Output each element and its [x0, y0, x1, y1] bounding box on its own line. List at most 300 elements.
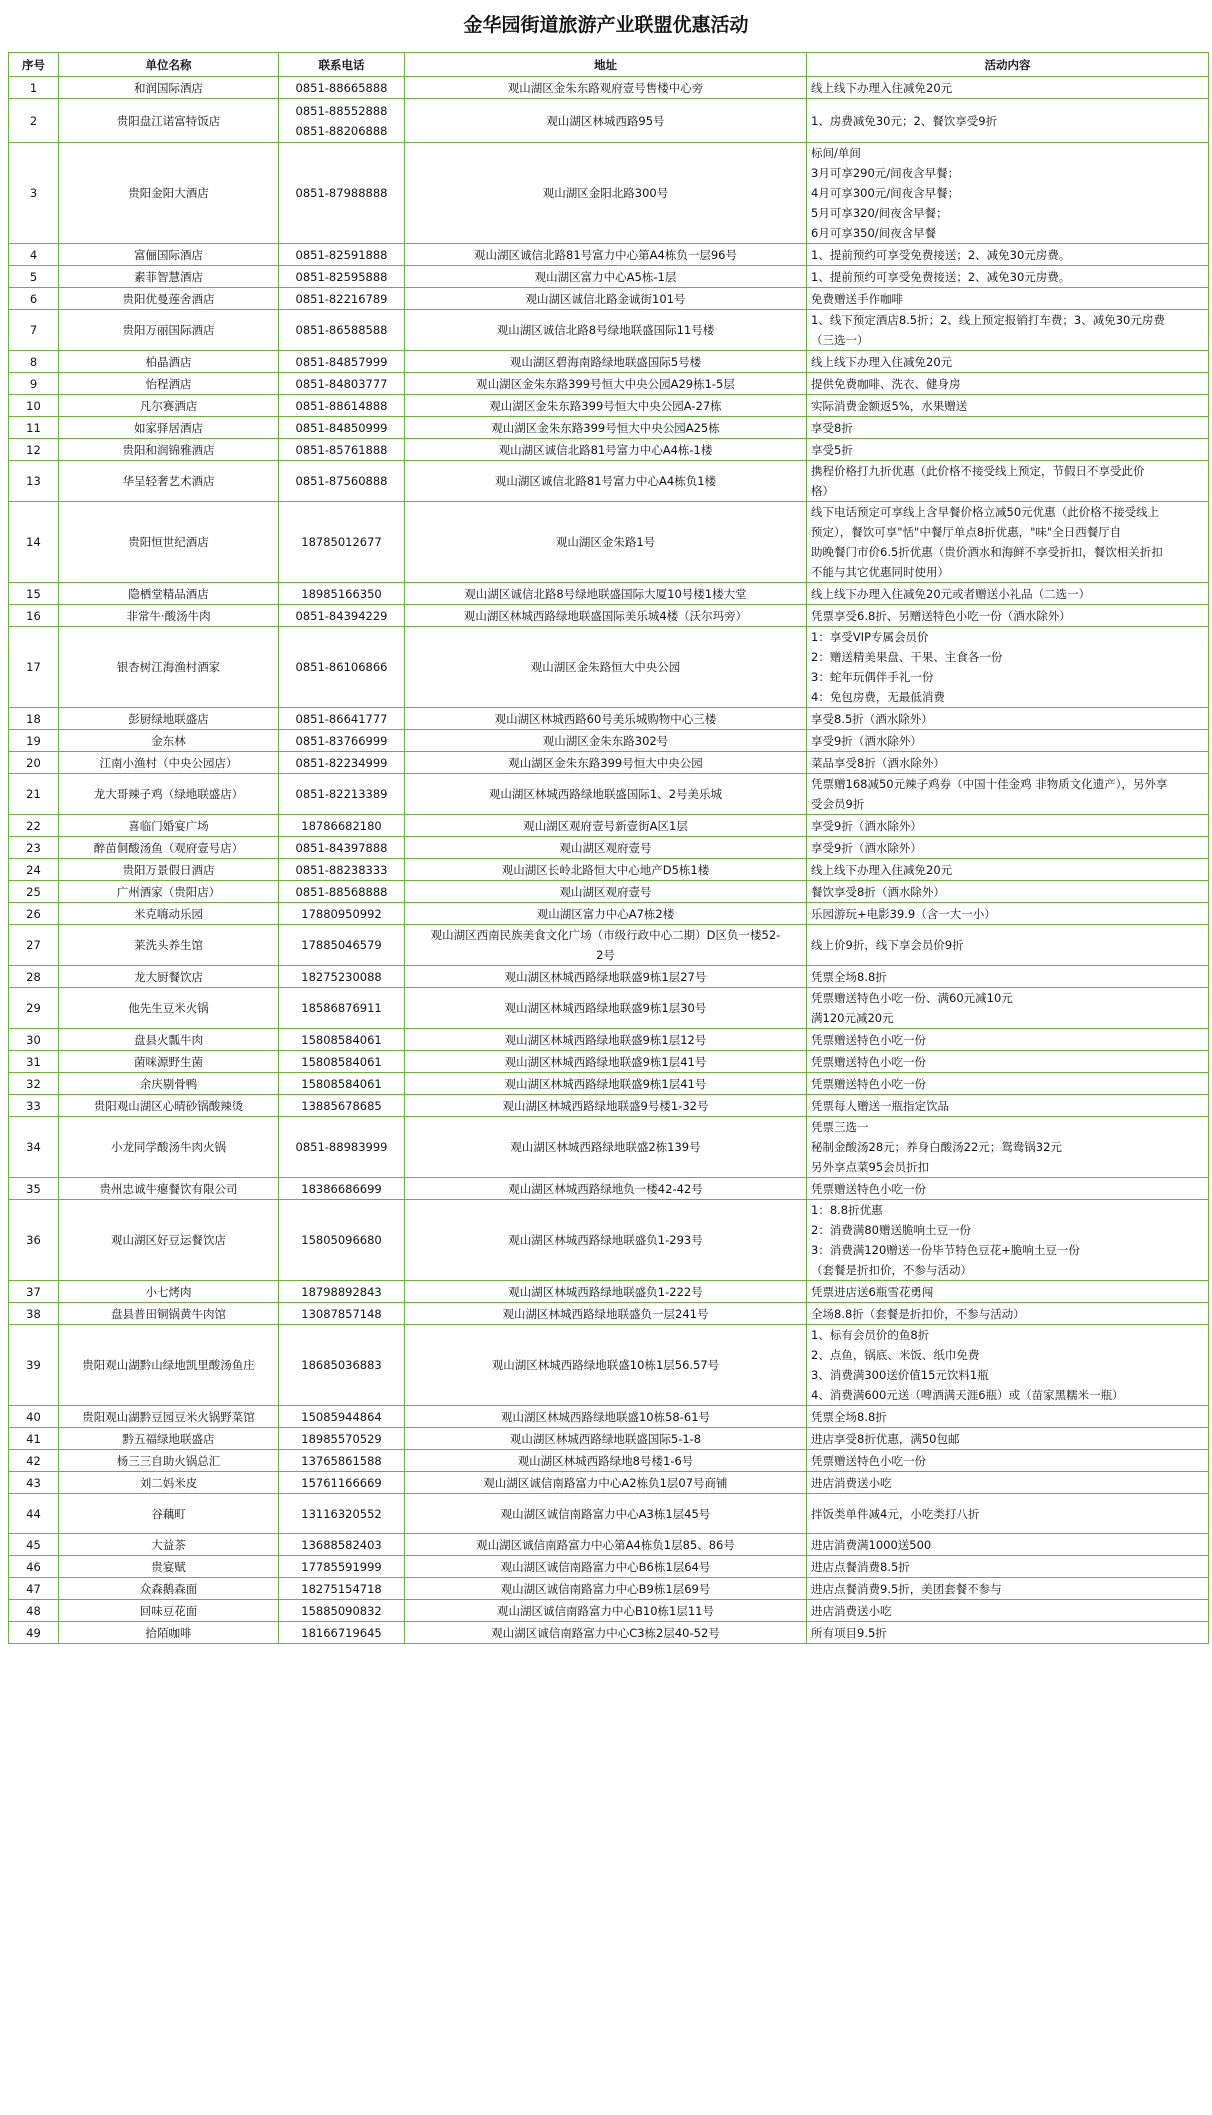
activity-line: 凭票赠送特色小吃一份 [811, 1181, 926, 1196]
cell-address [405, 1095, 807, 1117]
phone-line: 18785012677 [301, 535, 382, 549]
cell-phone [279, 266, 405, 288]
cell-name: 小七烤肉 [59, 1281, 279, 1303]
address-line: 观山湖区金朱东路399号恒大中央公园A-27栋 [489, 398, 722, 413]
cell-address [405, 583, 807, 605]
cell-no: 2 [9, 99, 59, 143]
activity-line: 满120元减20元 [811, 1011, 894, 1025]
cell-phone [279, 708, 405, 730]
cell-address [405, 859, 807, 881]
table-row [9, 373, 1209, 395]
cell-phone [279, 774, 405, 815]
cell-no: 40 [9, 1406, 59, 1428]
cell-name: 谷藕町 [59, 1494, 279, 1534]
phone-line: 15085944864 [301, 1409, 382, 1424]
phone-line: 0851-82213389 [295, 787, 388, 801]
cell-phone [279, 1117, 405, 1178]
table-row [9, 627, 1209, 708]
address-line: 观山湖区诚信北路81号富力中心第A4栋负一层96号 [474, 247, 737, 262]
cell-phone [279, 1178, 405, 1200]
cell-name: 如家驿居酒店 [59, 417, 279, 439]
cell-activity [807, 752, 1209, 774]
phone-line: 0851-87988888 [295, 186, 388, 200]
activity-line: 免费赠送手作咖啡 [811, 291, 903, 306]
phone-line: 18685036883 [301, 1358, 382, 1372]
cell-phone [279, 1622, 405, 1644]
address-line: 观山湖区林城西路绿地联盛2栋139号 [510, 1140, 701, 1154]
address-line: 观山湖区林城西路绿地联盛10栋58-61号 [500, 1409, 711, 1424]
cell-phone [279, 1578, 405, 1600]
cell-phone [279, 903, 405, 925]
cell-activity [807, 627, 1209, 708]
cell-name: 贵阳观山湖黔豆园豆米火锅野菜馆 [59, 1406, 279, 1428]
cell-address [405, 502, 807, 583]
cell-name: 贵宴赋 [59, 1556, 279, 1578]
cell-activity [807, 925, 1209, 966]
cell-phone [279, 143, 405, 244]
cell-no: 22 [9, 815, 59, 837]
table-row [9, 837, 1209, 859]
cell-activity [807, 583, 1209, 605]
phone-line: 0851-88665888 [295, 80, 388, 95]
table-row [9, 925, 1209, 966]
cell-activity [807, 1117, 1209, 1178]
cell-name: 龙大哥辣子鸡（绿地联盛店） [59, 774, 279, 815]
activity-line: 线上线下办理入住减免20元或者赠送小礼品（二选一） [811, 586, 1091, 601]
activity-line: 进店点餐消费9.5折，美团套餐不参与 [811, 1581, 1002, 1596]
activity-line: 享受5折 [811, 442, 853, 457]
cell-name: 素菲智慧酒店 [59, 266, 279, 288]
address-line: 观山湖区林城西路绿地联盛9号楼1-32号 [502, 1098, 709, 1113]
cell-no: 34 [9, 1117, 59, 1178]
cell-name: 华呈轻奢艺术酒店 [59, 461, 279, 502]
cell-name: 广州酒家（贵阳店） [59, 881, 279, 903]
table-row [9, 1578, 1209, 1600]
phone-line: 0851-86106866 [295, 660, 388, 674]
cell-activity [807, 1622, 1209, 1644]
phone-line: 0851-86588588 [295, 323, 388, 337]
activity-line: 凭票赠送特色小吃一份 [811, 1054, 926, 1069]
phone-line: 0851-86641777 [295, 711, 388, 726]
address-line: 观山湖区金朱东路观府壹号售楼中心旁 [507, 80, 704, 95]
phone-line: 18275230088 [301, 969, 382, 984]
cell-no: 46 [9, 1556, 59, 1578]
cell-name: 贵阳恒世纪酒店 [59, 502, 279, 583]
activity-line: 进店点餐消费8.5折 [811, 1559, 910, 1574]
cell-address [405, 244, 807, 266]
cell-name: 刘二妈米皮 [59, 1472, 279, 1494]
cell-no: 14 [9, 502, 59, 583]
address-line: 观山湖区西南民族美食文化广场（市级行政中心二期）D区负一楼52- [430, 928, 781, 942]
table-row [9, 1428, 1209, 1450]
cell-name: 拾陌咖啡 [59, 1622, 279, 1644]
table-row [9, 1534, 1209, 1556]
address-line: 观山湖区林城西路绿地联盛9栋1层27号 [504, 969, 707, 984]
cell-no: 19 [9, 730, 59, 752]
cell-activity [807, 1428, 1209, 1450]
cell-phone [279, 966, 405, 988]
phone-line: 17885046579 [301, 938, 382, 952]
cell-address [405, 627, 807, 708]
cell-address [405, 837, 807, 859]
cell-address [405, 1281, 807, 1303]
cell-name: 大益茶 [59, 1534, 279, 1556]
table-row [9, 605, 1209, 627]
activity-line: 格） [811, 484, 834, 498]
activity-line: 3：消费满120赠送一份毕节特色豆花+脆响土豆一份 [811, 1243, 1080, 1257]
address-line: 观山湖区林城西路绿地联盛10栋1层56.57号 [491, 1358, 720, 1372]
table-row [9, 1117, 1209, 1178]
cell-phone [279, 605, 405, 627]
table-row [9, 1556, 1209, 1578]
address-line: 观山湖区金朱东路302号 [542, 733, 669, 748]
cell-address [405, 1200, 807, 1281]
address-line: 观山湖区金朱路1号 [555, 535, 656, 549]
cell-address [405, 774, 807, 815]
cell-phone [279, 502, 405, 583]
cell-activity [807, 815, 1209, 837]
cell-activity [807, 774, 1209, 815]
address-line: 观山湖区金朱东路399号恒大中央公园A29栋1-5层 [476, 376, 735, 391]
cell-name: 贵阳万景假日酒店 [59, 859, 279, 881]
cell-activity [807, 1051, 1209, 1073]
phone-line: 15808584061 [301, 1076, 382, 1091]
phone-line: 18166719645 [301, 1625, 382, 1640]
cell-activity [807, 605, 1209, 627]
phone-line: 15808584061 [301, 1032, 382, 1047]
cell-phone [279, 1095, 405, 1117]
cell-no: 30 [9, 1029, 59, 1051]
activity-line: 菜品享受8折（酒水除外） [811, 755, 945, 770]
cell-phone [279, 1406, 405, 1428]
cell-address [405, 708, 807, 730]
cell-activity [807, 143, 1209, 244]
activity-line: 1、房费减免30元；2、餐饮享受9折 [811, 113, 998, 128]
activity-line: 所有项目9.5折 [811, 1625, 887, 1640]
cell-address [405, 1073, 807, 1095]
cell-address [405, 1450, 807, 1472]
cell-address [405, 1428, 807, 1450]
phone-line: 0851-88238333 [295, 862, 388, 877]
cell-no: 27 [9, 925, 59, 966]
activity-line: 4：免包房费，无最低消费 [811, 690, 945, 704]
phone-line: 17785591999 [301, 1559, 382, 1574]
cell-no: 47 [9, 1578, 59, 1600]
cell-address [405, 925, 807, 966]
table-row [9, 988, 1209, 1029]
cell-phone [279, 77, 405, 99]
table-header-row [9, 53, 1209, 77]
cell-address [405, 815, 807, 837]
table-row [9, 417, 1209, 439]
cell-no: 49 [9, 1622, 59, 1644]
cell-address [405, 1556, 807, 1578]
promotion-table [8, 52, 1209, 1644]
address-line: 观山湖区林城西路绿地联盛9栋1层30号 [504, 1001, 707, 1015]
activity-line: 4、消费满600元送（啤酒满天涯6瓶）或（苗家黑糯米一瓶） [811, 1388, 1124, 1402]
address-line: 观山湖区诚信北路81号富力中心A4栋-1楼 [498, 442, 713, 457]
cell-name: 余庆剔骨鸭 [59, 1073, 279, 1095]
table-row [9, 1029, 1209, 1051]
cell-no: 10 [9, 395, 59, 417]
cell-address [405, 288, 807, 310]
activity-line: 1、标有会员价的鱼8折 [811, 1328, 930, 1342]
table-row [9, 143, 1209, 244]
activity-line: 2：赠送精美果盘、干果、主食各一份 [811, 650, 1003, 664]
activity-line: 4月可享300元/间夜含早餐； [811, 186, 960, 200]
cell-phone [279, 439, 405, 461]
activity-line: 另外享点菜95会员折扣 [811, 1160, 930, 1174]
phone-line: 0851-84857999 [295, 354, 388, 369]
activity-line: 进店消费送小吃 [811, 1475, 892, 1490]
cell-activity [807, 99, 1209, 143]
cell-activity [807, 1325, 1209, 1406]
header-no: 序号 [9, 53, 59, 77]
activity-line: 享受8折 [811, 420, 853, 435]
cell-name: 回味豆花面 [59, 1600, 279, 1622]
cell-address [405, 966, 807, 988]
address-line: 观山湖区诚信北路8号绿地联盛国际11号楼 [496, 323, 715, 337]
table-row [9, 1281, 1209, 1303]
cell-activity [807, 502, 1209, 583]
phone-line: 13885678685 [301, 1098, 382, 1113]
address-line: 观山湖区林城西路绿地联盛负1-293号 [508, 1233, 703, 1247]
cell-address [405, 1578, 807, 1600]
table-row [9, 774, 1209, 815]
cell-address [405, 1600, 807, 1622]
address-line: 观山湖区诚信南路富力中心B6栋1层64号 [500, 1559, 711, 1574]
cell-no: 41 [9, 1428, 59, 1450]
address-line: 观山湖区诚信南路富力中心第A4栋负1层85、86号 [476, 1537, 735, 1552]
address-line: 观山湖区林城西路绿地负一楼42-42号 [508, 1181, 703, 1196]
cell-address [405, 351, 807, 373]
cell-no: 42 [9, 1450, 59, 1472]
cell-phone [279, 1600, 405, 1622]
cell-name: 柏晶酒店 [59, 351, 279, 373]
activity-line: 线上线下办理入住减免20元 [811, 80, 953, 95]
table-row [9, 288, 1209, 310]
phone-line: 0851-87560888 [295, 474, 388, 488]
cell-name: 贵阳盘江诺富特饭店 [59, 99, 279, 143]
cell-activity [807, 1200, 1209, 1281]
cell-name: 贵阳观山湖区心晴砂锅酸辣烫 [59, 1095, 279, 1117]
cell-address [405, 1178, 807, 1200]
address-line: 观山湖区观府壹号 [559, 884, 652, 899]
table-row [9, 351, 1209, 373]
address-line: 观山湖区林城西路绿地联盛9栋1层41号 [504, 1054, 707, 1069]
cell-activity [807, 373, 1209, 395]
activity-line: 凭票进店送6瓶雪花勇闯 [811, 1284, 934, 1299]
phone-line: 0851-82216789 [295, 291, 388, 306]
activity-line: 预定），餐饮可享"恬"中餐厅单点8折优惠，"味"全日西餐厅自 [811, 525, 1122, 539]
address-line: 观山湖区林城西路95号 [546, 113, 665, 128]
address-line: 观山湖区金阳北路300号 [542, 186, 669, 200]
activity-line: 享受9折（酒水除外） [811, 733, 922, 748]
activity-line: 2：消费满80赠送脆响土豆一份 [811, 1223, 971, 1237]
cell-no: 13 [9, 461, 59, 502]
header-address: 地址 [405, 53, 807, 77]
activity-line: 1、提前预约可享受免费接送；2、减免30元房费。 [811, 247, 1071, 262]
cell-address [405, 461, 807, 502]
page-title: 金华园街道旅游产业联盟优惠活动 [463, 14, 749, 36]
cell-phone [279, 351, 405, 373]
address-line: 观山湖区观府壹号 [559, 840, 652, 855]
cell-no: 33 [9, 1095, 59, 1117]
cell-no: 31 [9, 1051, 59, 1073]
address-line: 2号 [596, 948, 615, 962]
cell-address [405, 99, 807, 143]
cell-phone [279, 837, 405, 859]
cell-address [405, 881, 807, 903]
cell-phone [279, 859, 405, 881]
address-line: 观山湖区林城西路60号美乐城购物中心三楼 [494, 711, 717, 726]
cell-activity [807, 1494, 1209, 1534]
address-line: 观山湖区诚信南路富力中心B10栋1层11号 [497, 1603, 714, 1618]
cell-address [405, 1325, 807, 1406]
cell-phone [279, 1428, 405, 1450]
cell-name: 江南小渔村（中央公园店） [59, 752, 279, 774]
activity-line: 1、提前预约可享受免费接送；2、减免30元房费。 [811, 269, 1071, 284]
table-row [9, 461, 1209, 502]
cell-address [405, 439, 807, 461]
activity-line: 享受9折（酒水除外） [811, 840, 922, 855]
phone-line: 0851-85761888 [295, 442, 388, 457]
table-row [9, 502, 1209, 583]
activity-line: 2、点鱼，锅底、米饭、纸巾免费 [811, 1348, 980, 1362]
cell-no: 12 [9, 439, 59, 461]
cell-no: 45 [9, 1534, 59, 1556]
phone-line: 0851-84394229 [295, 608, 388, 623]
activity-line: 提供免费咖啡、洗衣、健身房 [811, 376, 961, 391]
cell-name: 盘县火瓢牛肉 [59, 1029, 279, 1051]
cell-no: 44 [9, 1494, 59, 1534]
cell-phone [279, 1472, 405, 1494]
cell-name: 龙大厨餐饮店 [59, 966, 279, 988]
cell-activity [807, 439, 1209, 461]
cell-address [405, 417, 807, 439]
table-row [9, 966, 1209, 988]
cell-activity [807, 708, 1209, 730]
cell-no: 26 [9, 903, 59, 925]
cell-phone [279, 583, 405, 605]
activity-line: 线上价9折，线下享会员价9折 [811, 938, 964, 952]
cell-phone [279, 310, 405, 351]
cell-activity [807, 881, 1209, 903]
activity-line: 3月可享290元/间夜含早餐； [811, 166, 960, 180]
cell-name: 金东林 [59, 730, 279, 752]
phone-line: 15805096680 [301, 1233, 382, 1247]
cell-activity [807, 288, 1209, 310]
activity-line: 进店消费满1000送500 [811, 1537, 932, 1552]
phone-line: 0851-82591888 [295, 247, 388, 262]
cell-no: 16 [9, 605, 59, 627]
activity-line: 受会员9折 [811, 797, 865, 811]
cell-no: 8 [9, 351, 59, 373]
address-line: 观山湖区长岭北路恒大中心地产D5栋1楼 [501, 862, 710, 877]
phone-line: 0851-83766999 [295, 733, 388, 748]
cell-no: 37 [9, 1281, 59, 1303]
cell-name: 米克嗨动乐园 [59, 903, 279, 925]
cell-no: 35 [9, 1178, 59, 1200]
cell-phone [279, 1325, 405, 1406]
table-row [9, 583, 1209, 605]
cell-no: 4 [9, 244, 59, 266]
cell-phone [279, 288, 405, 310]
cell-phone [279, 1303, 405, 1325]
cell-no: 18 [9, 708, 59, 730]
phone-line: 17880950992 [301, 906, 382, 921]
cell-no: 48 [9, 1600, 59, 1622]
cell-activity [807, 417, 1209, 439]
cell-name: 喜临门婚宴广场 [59, 815, 279, 837]
cell-no: 36 [9, 1200, 59, 1281]
cell-name: 贵州忠诚牛瘪餐饮有限公司 [59, 1178, 279, 1200]
address-line: 观山湖区金朱东路399号恒大中央公园 [508, 755, 703, 770]
cell-no: 29 [9, 988, 59, 1029]
cell-phone [279, 627, 405, 708]
address-line: 观山湖区诚信南路富力中心C3栋2层40-52号 [491, 1625, 720, 1640]
cell-no: 6 [9, 288, 59, 310]
cell-no: 23 [9, 837, 59, 859]
cell-phone [279, 395, 405, 417]
cell-no: 7 [9, 310, 59, 351]
phone-line: 13087857148 [301, 1306, 382, 1321]
cell-activity [807, 1178, 1209, 1200]
activity-line: 乐园游玩+电影39.9（含一大一小） [811, 906, 996, 921]
table-row [9, 903, 1209, 925]
table-row [9, 1178, 1209, 1200]
cell-phone [279, 1051, 405, 1073]
activity-line: 凭票享受6.8折、另赠送特色小吃一份（酒水除外） [811, 608, 1071, 623]
activity-line: （套餐是折扣价，不参与活动） [811, 1263, 972, 1277]
cell-activity [807, 395, 1209, 417]
cell-address [405, 730, 807, 752]
cell-no: 43 [9, 1472, 59, 1494]
cell-address [405, 373, 807, 395]
cell-address [405, 988, 807, 1029]
address-line: 观山湖区碧海南路绿地联盛国际5号楼 [509, 354, 702, 369]
cell-no: 11 [9, 417, 59, 439]
cell-address [405, 1406, 807, 1428]
cell-address [405, 605, 807, 627]
cell-phone [279, 461, 405, 502]
activity-line: 凭票赠送特色小吃一份、满60元减10元 [811, 991, 1013, 1005]
address-line: 观山湖区富力中心A5栋-1层 [534, 269, 677, 284]
activity-line: 凭票每人赠送一瓶指定饮品 [811, 1098, 949, 1113]
cell-address [405, 266, 807, 288]
cell-activity [807, 244, 1209, 266]
cell-phone [279, 1073, 405, 1095]
table-row [9, 439, 1209, 461]
cell-name: 和润国际酒店 [59, 77, 279, 99]
cell-phone [279, 925, 405, 966]
cell-activity [807, 730, 1209, 752]
cell-phone [279, 1029, 405, 1051]
cell-phone [279, 1450, 405, 1472]
phone-line: 13116320552 [301, 1506, 382, 1521]
address-line: 观山湖区林城西路绿地联盛国际美乐城4楼（沃尔玛旁） [463, 608, 748, 623]
cell-activity [807, 77, 1209, 99]
phone-line: 0851-82234999 [295, 755, 388, 770]
phone-line: 18985570529 [301, 1431, 382, 1446]
cell-no: 28 [9, 966, 59, 988]
table-row [9, 859, 1209, 881]
activity-line: 1、线下预定酒店8.5折；2、线上预定报销打车费；3、减免30元房费 [811, 313, 1165, 327]
cell-name: 菌咪源野生菌 [59, 1051, 279, 1073]
phone-line: 0851-88614888 [295, 398, 388, 413]
phone-line: 0851-88552888 [295, 103, 388, 118]
activity-line: 线上线下办理入住减免20元 [811, 354, 953, 369]
